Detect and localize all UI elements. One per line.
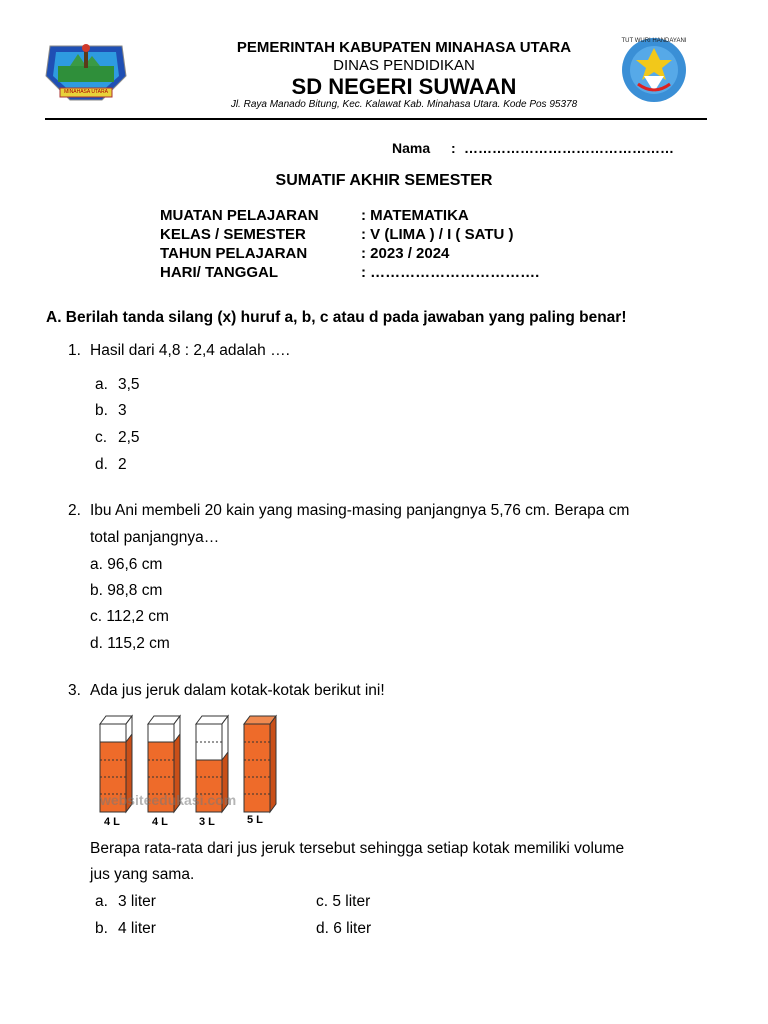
box-label: 3 L xyxy=(199,816,215,828)
option-b[interactable]: b. 98,8 cm xyxy=(90,582,163,599)
info-value: : V (LIMA ) / I ( SATU ) xyxy=(361,226,514,243)
info-label: TAHUN PELAJARAN xyxy=(160,245,308,262)
header-address: Jl. Raya Manado Bitung, Kec. Kalawat Kab. Minahasa Utara. Kode Pos 95378 xyxy=(230,99,578,110)
option-text[interactable]: 3,5 xyxy=(118,376,140,393)
option-d[interactable]: d. 6 liter xyxy=(316,920,372,937)
name-label: Nama xyxy=(392,140,431,156)
header-divider xyxy=(45,118,707,120)
info-label: HARI/ TANGGAL xyxy=(160,264,279,281)
option-c[interactable]: c. 5 liter xyxy=(316,893,371,910)
exam-title: SUMATIF AKHIR SEMESTER xyxy=(275,172,493,189)
header-department: DINAS PENDIDIKAN xyxy=(333,57,475,74)
option-text[interactable]: 3 xyxy=(118,402,127,419)
name-separator: : xyxy=(451,140,456,156)
option-letter[interactable]: c. xyxy=(95,429,108,446)
option-letter[interactable]: a. xyxy=(95,376,108,393)
box-label: 4 L xyxy=(104,816,120,828)
option-text[interactable]: 2 xyxy=(118,456,127,473)
option-d[interactable]: d. 115,2 cm xyxy=(90,635,170,652)
question-3-followup-line2: jus yang sama. xyxy=(90,866,195,883)
section-a-instruction: A. Berilah tanda silang (x) huruf a, b, c atau d pada jawaban yang paling benar! xyxy=(46,309,627,326)
question-number: 3. xyxy=(68,682,81,699)
info-value: : ……………………………. xyxy=(361,264,540,281)
question-2-text-line2: total panjangnya… xyxy=(90,529,220,546)
right-logo-text: TUT WURI HANDAYANI xyxy=(621,38,687,44)
name-field-dots[interactable]: ……………………………………… xyxy=(464,140,674,156)
tut-wuri-handayani-logo xyxy=(614,36,694,104)
option-text[interactable]: 2,5 xyxy=(118,429,140,446)
info-label: MUATAN PELAJARAN xyxy=(160,207,319,224)
info-value: : 2023 / 2024 xyxy=(361,245,450,262)
juice-boxes-figure xyxy=(96,712,280,832)
option-text[interactable]: 4 liter xyxy=(118,920,156,937)
option-c[interactable]: c. 112,2 cm xyxy=(90,608,169,625)
header-government: PEMERINTAH KABUPATEN MINAHASA UTARA xyxy=(236,39,572,56)
option-text[interactable]: 3 liter xyxy=(118,893,156,910)
option-letter[interactable]: b. xyxy=(95,402,108,419)
option-a[interactable]: a. 96,6 cm xyxy=(90,556,163,573)
option-letter[interactable]: b. xyxy=(95,920,108,937)
option-letter[interactable]: d. xyxy=(95,456,108,473)
question-3-text: Ada jus jeruk dalam kotak-kotak berikut ini! xyxy=(90,682,385,699)
option-letter[interactable]: a. xyxy=(95,893,108,910)
question-3-followup-line1: Berapa rata-rata dari jus jeruk tersebut sehingga setiap kotak memiliki volume xyxy=(90,840,625,857)
info-label: KELAS / SEMESTER xyxy=(160,226,306,243)
question-number: 2. xyxy=(68,502,81,519)
watermark: websiteedukasi.com xyxy=(100,792,237,808)
question-2-text-line1: Ibu Ani membeli 20 kain yang masing-masing panjangnya 5,76 cm. Berapa cm xyxy=(90,502,630,519)
left-logo-text: MINAHASA UTARA xyxy=(64,89,108,95)
question-number: 1. xyxy=(68,342,81,359)
header-school-name: SD NEGERI SUWAAN xyxy=(291,74,517,99)
info-value: : MATEMATIKA xyxy=(361,207,469,224)
box-label: 5 L xyxy=(247,814,263,826)
box-label: 4 L xyxy=(152,816,168,828)
question-1-text: Hasil dari 4,8 : 2,4 adalah …. xyxy=(90,342,290,359)
